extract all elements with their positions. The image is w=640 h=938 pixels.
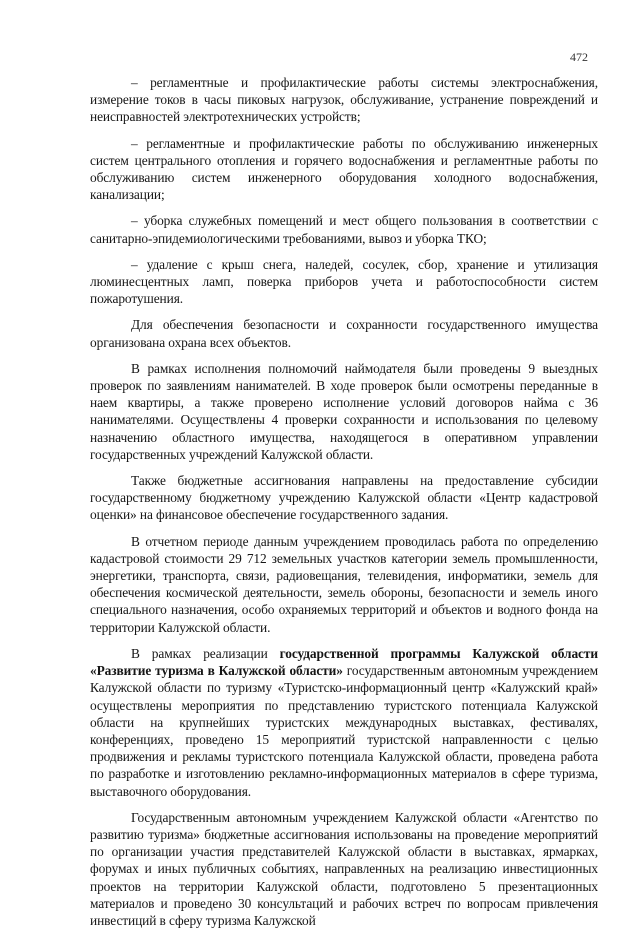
paragraph-text: государственным автономным учреждением Калужской области по туризму «Туристско-информационный центр «Калужский край» осуществлены мероприятия по представлению туристского потенциала Калужской области на крупнейших туристских международных выставках, фестивалях, конференциях, проведено 15 мероприятий туристской направленности с целью продвижения и рекламы туристского потенциала Калужской области, проведена работа по разработке и изготовлению рекламно-информационных материалов в сфере туризма, выставочного оборудования.: [90, 663, 598, 799]
paragraph-5: [90, 316, 598, 350]
paragraph-text: В рамках исполнения полномочий наймодателя были проведены 9 выездных проверок по заявлениям нанимателей. В ходе проверок были осмотрены переданные в наем квартиры, а также проверено исполнение условий договоров найма с 36 нанимателями. Осуществлены 4 проверки сохранности и использования по целевому назначению областного имущества, находящегося в оперативном управлении государственных учреждений Калужской области.: [90, 360, 598, 462]
page-number: 472: [570, 50, 588, 64]
paragraph-text: – регламентные и профилактические работы по обслуживанию инженерных систем центрального отопления и горячего водоснабжения и регламентные работы по обслуживанию систем инженерного оборудования холодного водоснабжения, канализации;: [90, 135, 598, 203]
paragraph-text: – удаление с крыш снега, наледей, сосулек, сбор, хранение и утилизация люминесцентных ламп, поверка приборов учета и работоспособности систем пожаротушения.: [90, 256, 598, 307]
paragraph-3: [90, 212, 598, 246]
paragraph-text: Для обеспечения безопасности и сохранности государственного имущества организована охрана всех объектов.: [90, 317, 598, 350]
paragraph-text: Также бюджетные ассигнования направлены на предоставление субсидии государственному бюджетному учреждению Калужской области «Центр кадастровой оценки» на финансовое обеспечение государственного задания.: [90, 473, 598, 523]
paragraph-text: В отчетном периоде данным учреждением проводилась работа по определению кадастровой стоимости 29 712 земельных участков категории земель промышленности, энергетики, транспорта, связи, радиовещания, телевидения, информатики, земель для обеспечения космической деятельности, земель обороны, безопасности и земель иного специального назначения, особо охраняемых территорий и объектов и водного фонда на территории Калужской области.: [90, 533, 598, 635]
paragraph-9: [90, 645, 598, 800]
paragraph-text: – уборка служебных помещений и мест общего пользования в соответствии с санитарно-эпидемиологическими требованиями, вывоз и уборка ТКО;: [90, 213, 598, 246]
paragraph-7: [90, 472, 598, 524]
paragraph-text: Государственным автономным учреждением Калужской области «Агентство по развитию туризма» бюджетные ассигнования использованы на проведение мероприятий по организации участия представителей Калужской области в выставках, ярмарках, форумах и иных публичных событиях, направленных на реализацию инвестиционных проектов на территории Калужской области, подготовлено 5 презентационных материалов и проведено 30 консультаций и рабочих встреч по вопросам привлечения инвестиций в сферу туризма Калужской: [90, 809, 598, 928]
paragraph-2: [90, 135, 598, 204]
paragraph-1: [90, 74, 598, 126]
paragraph-6: [90, 360, 598, 463]
program-title: государственной программы Калужской области «Развитие туризма в Калужской области»: [90, 645, 598, 679]
paragraph-8: [90, 533, 598, 636]
document-body: [90, 74, 598, 938]
paragraph-4: [90, 256, 598, 308]
paragraph-10: [90, 809, 598, 929]
paragraph-text: В рамках реализации: [131, 645, 280, 661]
paragraph-text: – регламентные и профилактические работы системы электроснабжения, измерение токов в часы пиковых нагрузок, обслуживание, устранение повреждений и неисправностей электротехнических устройств;: [90, 75, 598, 125]
